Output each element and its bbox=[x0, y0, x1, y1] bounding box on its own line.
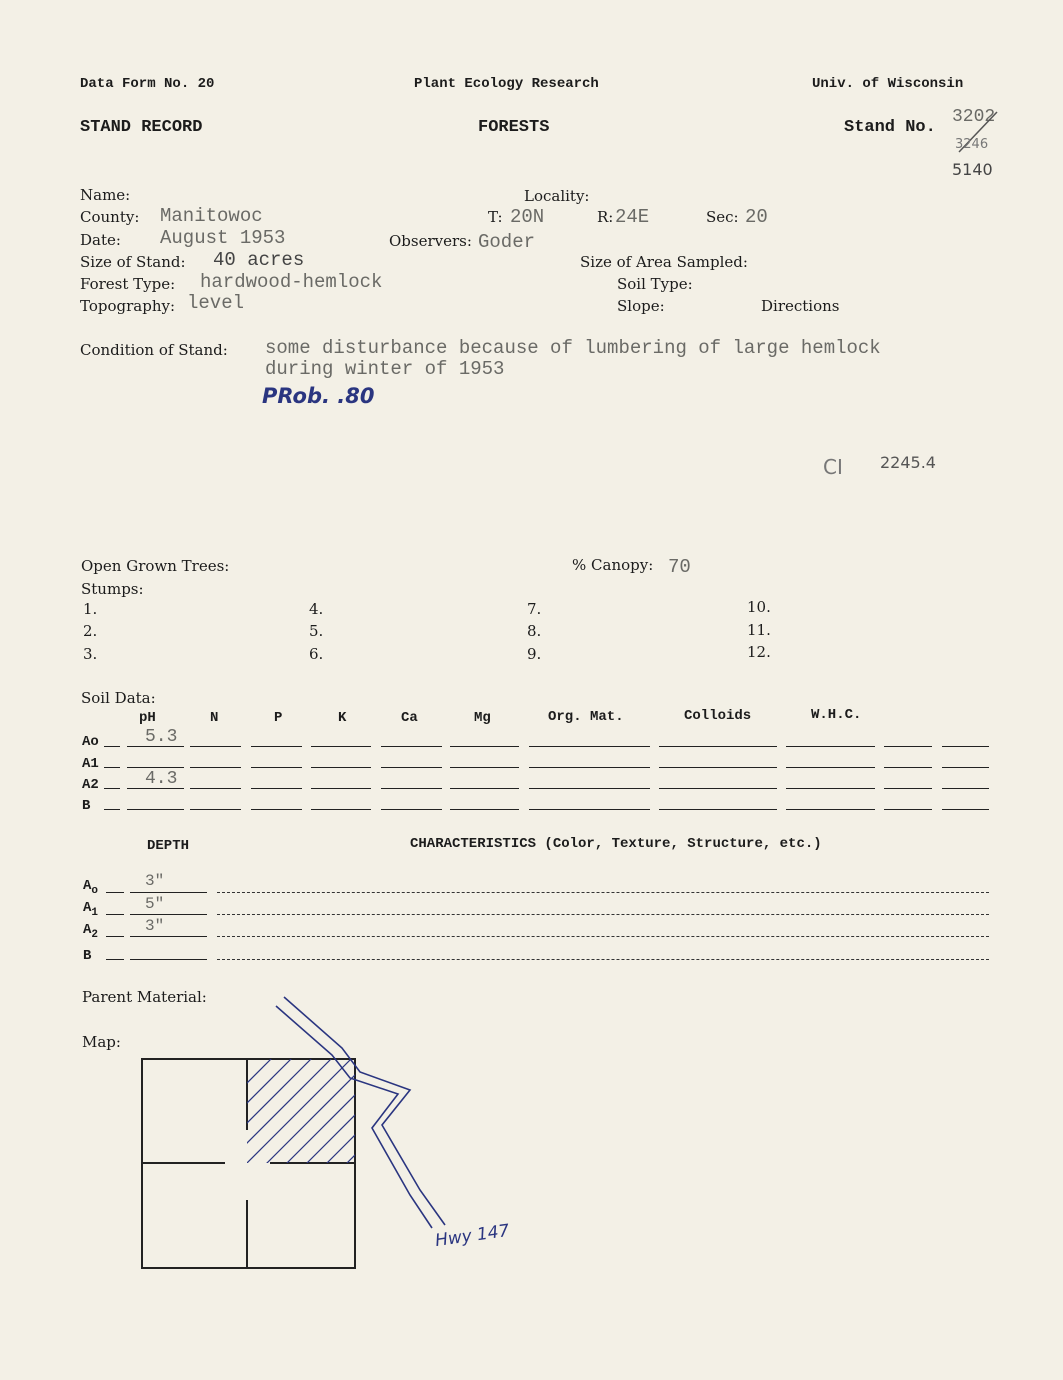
canopy-value: 70 bbox=[668, 556, 691, 578]
stand-number-primary: 3202 bbox=[952, 107, 996, 127]
depth-row-a1-value: 5" bbox=[145, 895, 165, 913]
stumps-label: Stumps: bbox=[81, 580, 144, 598]
university: Univ. of Wisconsin bbox=[812, 76, 964, 92]
range-label: R: bbox=[597, 208, 614, 226]
observers-value: Goder bbox=[478, 231, 536, 253]
col-p: P bbox=[274, 710, 283, 726]
stump-1: 1. bbox=[83, 600, 98, 618]
probability-note: PRob. .80 bbox=[262, 384, 375, 408]
topography-label: Topography: bbox=[80, 297, 176, 315]
slope-label: Slope: bbox=[617, 297, 665, 315]
stump-3: 3. bbox=[83, 645, 98, 663]
col-mg: Mg bbox=[474, 710, 491, 726]
col-n: N bbox=[210, 710, 219, 726]
condition-label: Condition of Stand: bbox=[80, 341, 228, 359]
stump-10: 10. bbox=[747, 598, 771, 616]
soil-data-label: Soil Data: bbox=[81, 689, 156, 707]
stump-7: 7. bbox=[527, 600, 542, 618]
depth-row-a2-value: 3" bbox=[145, 917, 165, 935]
township-label: T: bbox=[488, 208, 503, 226]
col-ph: pH bbox=[139, 710, 156, 726]
county-label: County: bbox=[80, 208, 140, 226]
depth-row-ao-label: $A_o$ bbox=[83, 878, 99, 897]
observers-label: Observers: bbox=[389, 232, 472, 250]
organization: Plant Ecology Research bbox=[414, 76, 599, 92]
stump-11: 11. bbox=[747, 621, 771, 639]
topography-value: level bbox=[187, 292, 245, 314]
soil-row-a2-label: A2 bbox=[82, 777, 99, 793]
stump-8: 8. bbox=[527, 622, 542, 640]
stump-4: 4. bbox=[309, 600, 324, 618]
canopy-label: % Canopy: bbox=[572, 556, 654, 574]
depth-row-b-label: B bbox=[83, 948, 92, 964]
parent-material-label: Parent Material: bbox=[82, 988, 207, 1006]
col-k: K bbox=[338, 710, 347, 726]
stump-2: 2. bbox=[83, 622, 98, 640]
stump-6: 6. bbox=[309, 645, 324, 663]
section-value: 20 bbox=[745, 206, 768, 228]
directions-label: Directions bbox=[761, 297, 840, 315]
township-value: 20N bbox=[510, 206, 545, 228]
soil-row-a2-ph: 4.3 bbox=[145, 769, 178, 789]
depth-label: DEPTH bbox=[147, 838, 190, 854]
locality-label: Locality: bbox=[524, 187, 590, 205]
stand-number-final: 5140 bbox=[952, 160, 993, 179]
name-label: Name: bbox=[80, 186, 131, 204]
forest-type-value: hardwood-hemlock bbox=[200, 271, 383, 293]
open-grown-trees-label: Open Grown Trees: bbox=[81, 557, 230, 575]
area-sampled-label: Size of Area Sampled: bbox=[580, 253, 748, 271]
col-whc: W.H.C. bbox=[811, 707, 862, 723]
ci-symbol: CI bbox=[823, 455, 843, 479]
stump-5: 5. bbox=[309, 622, 324, 640]
depth-row-ao-value: 3" bbox=[145, 872, 165, 890]
form-number: Data Form No. 20 bbox=[80, 76, 215, 92]
col-org-mat: Org. Mat. bbox=[548, 709, 624, 725]
soil-row-ao-label: Ao bbox=[82, 734, 99, 750]
forest-type-label: Forest Type: bbox=[80, 275, 176, 293]
highway-road bbox=[276, 997, 445, 1228]
soil-type-label: Soil Type: bbox=[617, 275, 693, 293]
ci-value: 2245.4 bbox=[880, 453, 936, 472]
depth-row-a1-label: $A_1$ bbox=[83, 900, 99, 919]
stand-number-label: Stand No. bbox=[844, 118, 936, 137]
county-value: Manitowoc bbox=[160, 205, 263, 227]
soil-row-ao-ph: 5.3 bbox=[145, 727, 178, 747]
range-value: 24E bbox=[615, 206, 650, 228]
characteristics-label: CHARACTERISTICS (Color, Texture, Structure, etc.) bbox=[410, 836, 822, 852]
stump-9: 9. bbox=[527, 645, 542, 663]
date-value: August 1953 bbox=[160, 227, 286, 249]
size-value: 40 acres bbox=[213, 249, 305, 271]
section-grid bbox=[142, 1059, 355, 1268]
stand-number-alt: 3246 bbox=[955, 137, 989, 152]
soil-row-a1-label: A1 bbox=[82, 756, 99, 772]
col-colloids: Colloids bbox=[684, 708, 752, 724]
section-label: Sec: bbox=[706, 208, 739, 226]
record-title: STAND RECORD bbox=[80, 118, 203, 137]
date-label: Date: bbox=[80, 231, 121, 249]
category-title: FORESTS bbox=[478, 118, 550, 137]
condition-line-2: during winter of 1953 bbox=[265, 358, 505, 380]
highway-label: Hwy 147 bbox=[433, 1220, 511, 1252]
depth-row-a2-label: $A_2$ bbox=[83, 922, 99, 941]
stump-12: 12. bbox=[747, 643, 771, 661]
col-ca: Ca bbox=[401, 710, 418, 726]
size-label: Size of Stand: bbox=[80, 253, 186, 271]
map-label: Map: bbox=[82, 1033, 121, 1051]
condition-line-1: some disturbance because of lumbering of large hemlock bbox=[265, 337, 881, 359]
soil-row-b-label: B bbox=[82, 798, 91, 814]
